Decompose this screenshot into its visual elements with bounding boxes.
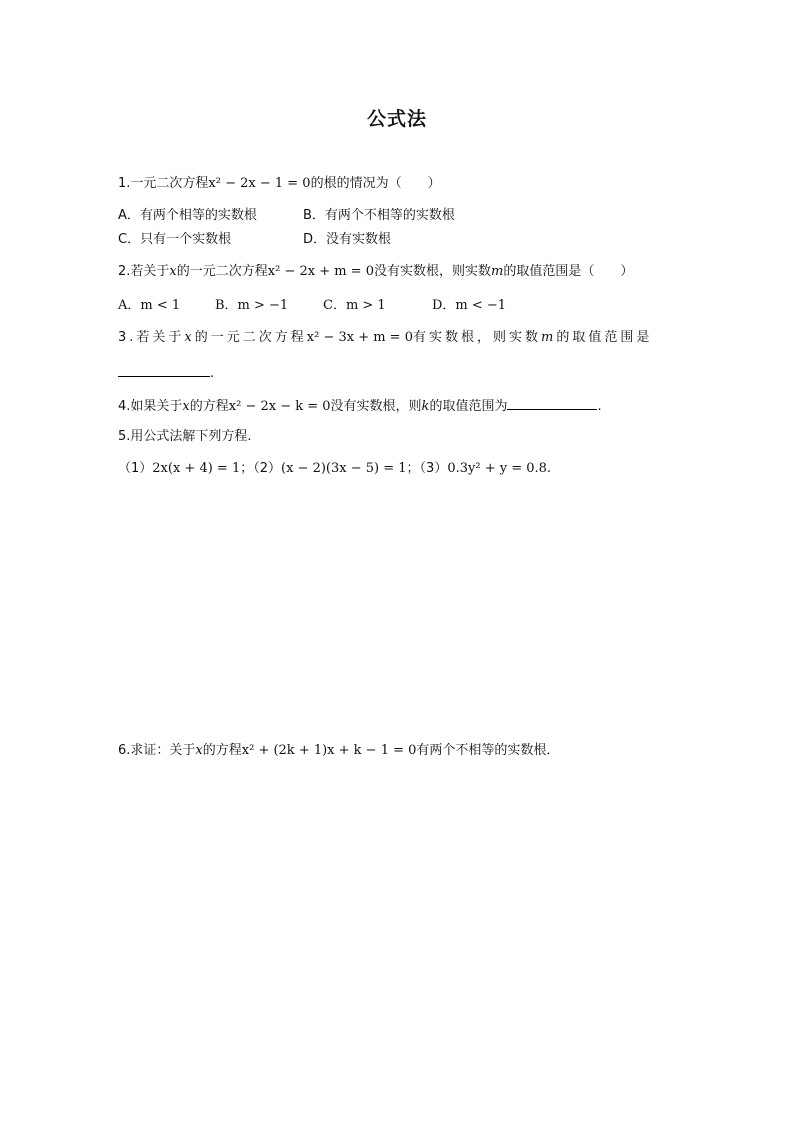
q1-option-c: C．只有一个实数根 xyxy=(118,232,232,247)
q2-equation: x² − 2x + m = 0 xyxy=(267,264,374,279)
q2-option-c: C．m > 1 xyxy=(323,298,386,313)
q5-part-3-equation: 0.3y² + y = 0.8 xyxy=(447,461,547,476)
q6-suffix: 有两个不相等的实数根． xyxy=(416,743,560,758)
q1-prefix: 1.一元二次方程 xyxy=(118,176,209,191)
q4-equation: x² − 2x − k = 0 xyxy=(228,399,331,414)
q3-var-x: x xyxy=(184,330,195,345)
q2-option-b: B．m > −1 xyxy=(215,298,289,313)
question-6 xyxy=(118,743,559,759)
q4-mid1: 的方程 xyxy=(189,399,229,414)
q1-option-a: A．有两个相等的实数根 xyxy=(118,208,257,223)
q1-options-row-1 xyxy=(118,208,455,224)
q6-var-x: x xyxy=(195,743,203,758)
q3-equation: x² − 3x + m = 0 xyxy=(306,330,413,345)
q1-option-b: B．有两个不相等的实数根 xyxy=(303,208,455,223)
q5-part-3-label: （3） xyxy=(419,461,448,476)
q1-equation: x² − 2x − 1 = 0 xyxy=(208,176,311,191)
q2-var-m: m xyxy=(491,264,504,279)
question-5 xyxy=(118,429,252,445)
q3-var-m: m xyxy=(541,330,557,345)
q5-sep-2: ； xyxy=(406,461,420,476)
q3-prefix: 3.若关于 xyxy=(118,330,185,345)
q2-mid1: 的一元二次方程 xyxy=(176,264,268,279)
q2-var-x: x xyxy=(169,264,177,279)
q4-mid2: 没有实数根，则 xyxy=(330,399,422,414)
q4-answer-blank xyxy=(507,396,597,410)
q2-mid2: 没有实数根，则实数 xyxy=(373,264,491,279)
q5-part-1-equation: 2x(x + 4) = 1 xyxy=(152,461,241,476)
q3-answer-blank xyxy=(118,363,210,377)
question-2 xyxy=(118,264,633,280)
q5-parts xyxy=(118,461,551,477)
q3-end: . xyxy=(210,366,215,381)
q4-var-k: k xyxy=(421,399,430,414)
question-1 xyxy=(118,176,441,192)
q3-suffix: 的取值范围是 xyxy=(556,330,653,345)
question-4 xyxy=(118,396,602,415)
q5-part-1-label: （1） xyxy=(118,461,153,476)
q1-option-d: D．没有实数根 xyxy=(303,232,392,247)
page-title: 公式法 xyxy=(366,108,427,130)
q3-mid2: 有实数根，则实数 xyxy=(412,330,541,345)
q4-prefix: 4.如果关于 xyxy=(118,399,183,414)
q1-suffix: 的根的情况为（ ） xyxy=(310,176,441,191)
q6-mid1: 的方程 xyxy=(202,743,242,758)
q2-option-d: D．m < −1 xyxy=(432,298,507,313)
q5-end: . xyxy=(546,461,552,476)
q2-option-a: A．m < 1 xyxy=(118,298,181,313)
q1-options-row-2 xyxy=(118,232,391,248)
q2-suffix: 的取值范围是（ ） xyxy=(503,264,634,279)
question-3 xyxy=(118,330,652,346)
q6-prefix: 6.求证：关于 xyxy=(118,743,196,758)
q2-options-row xyxy=(118,298,506,314)
q4-suffix: 的取值范围为 xyxy=(429,399,508,414)
q4-end: . xyxy=(597,399,602,414)
q3-answer-line xyxy=(118,363,214,382)
q5-text: 5.用公式法解下列方程. xyxy=(118,429,252,444)
q5-part-2-label: （2） xyxy=(253,461,282,476)
q3-mid1: 的一元二次方程 xyxy=(194,330,307,345)
q5-part-2-equation: (x − 2)(3x − 5) = 1 xyxy=(281,461,407,476)
q2-prefix: 2.若关于 xyxy=(118,264,170,279)
q5-sep-1: ； xyxy=(240,461,254,476)
q6-equation: x² + (2k + 1)x + k − 1 = 0 xyxy=(241,743,417,758)
q4-var-x: x xyxy=(182,399,190,414)
